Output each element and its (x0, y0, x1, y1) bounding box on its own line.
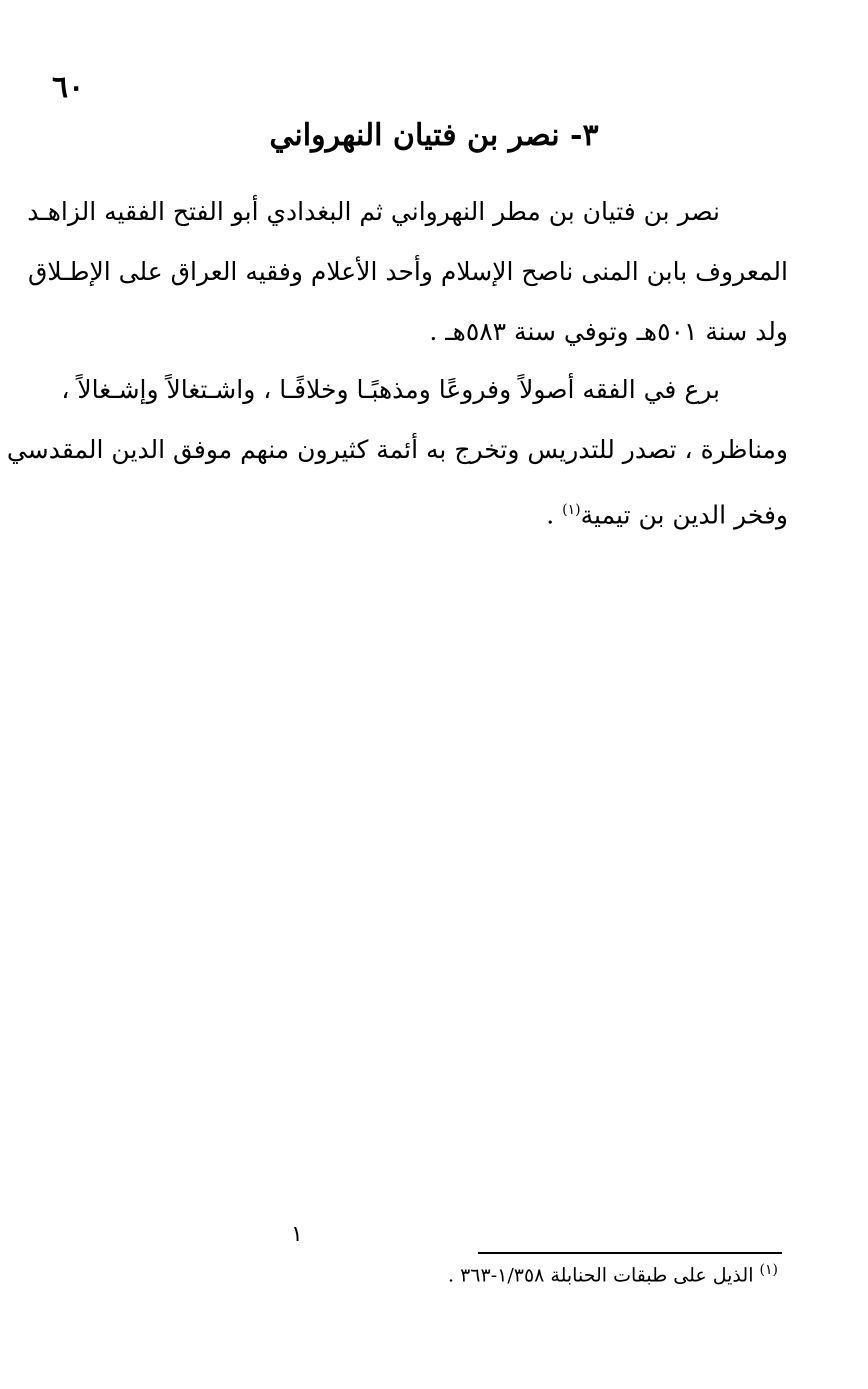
page-number: ٦٠ (52, 70, 85, 105)
footnote-separator (478, 1252, 782, 1254)
footnote-marker: (١) (759, 1262, 778, 1278)
paragraph-line: نصر بن فتيان بن مطر النهرواني ثم البغدادي أبو الفتح الفقيه الزاهـد (27, 197, 720, 226)
paragraph-2 (6, 360, 788, 545)
section-title: ٣- نصر بن فتيان النهرواني (269, 118, 599, 153)
paragraph-text: . (546, 500, 563, 530)
paragraph-line: ولد سنة ٥٠١هـ وتوفي سنة ٥٨٣هـ . (429, 317, 788, 346)
paragraph-line: برع في الفقه أصولاً وفروعًا ومذهبًـا وخلافًـا ، واشـتغالاً وإشـغالاً ، (61, 375, 720, 404)
paragraph-line: المعروف بابن المنى ناصح الإسلام وأحد الأعلام وفقيه العراق على الإطـلاق (27, 257, 788, 286)
paragraph-line: ومناظرة ، تصدر للتدريس وتخرج به أئمة كثيرون منهم موفق الدين المقدسي (6, 435, 788, 464)
footnote (448, 1262, 778, 1286)
stray-mark: ١ (291, 1222, 303, 1247)
footnote-reference[interactable]: (١) (562, 502, 581, 518)
paragraph-1 (27, 182, 788, 362)
footnote-text: الذيل على طبقات الحنابلة ١/٣٥٨-٣٦٣ . (448, 1264, 754, 1287)
paragraph-line (48, 480, 788, 545)
paragraph-text: وفخر الدين بن تيمية (580, 500, 788, 530)
